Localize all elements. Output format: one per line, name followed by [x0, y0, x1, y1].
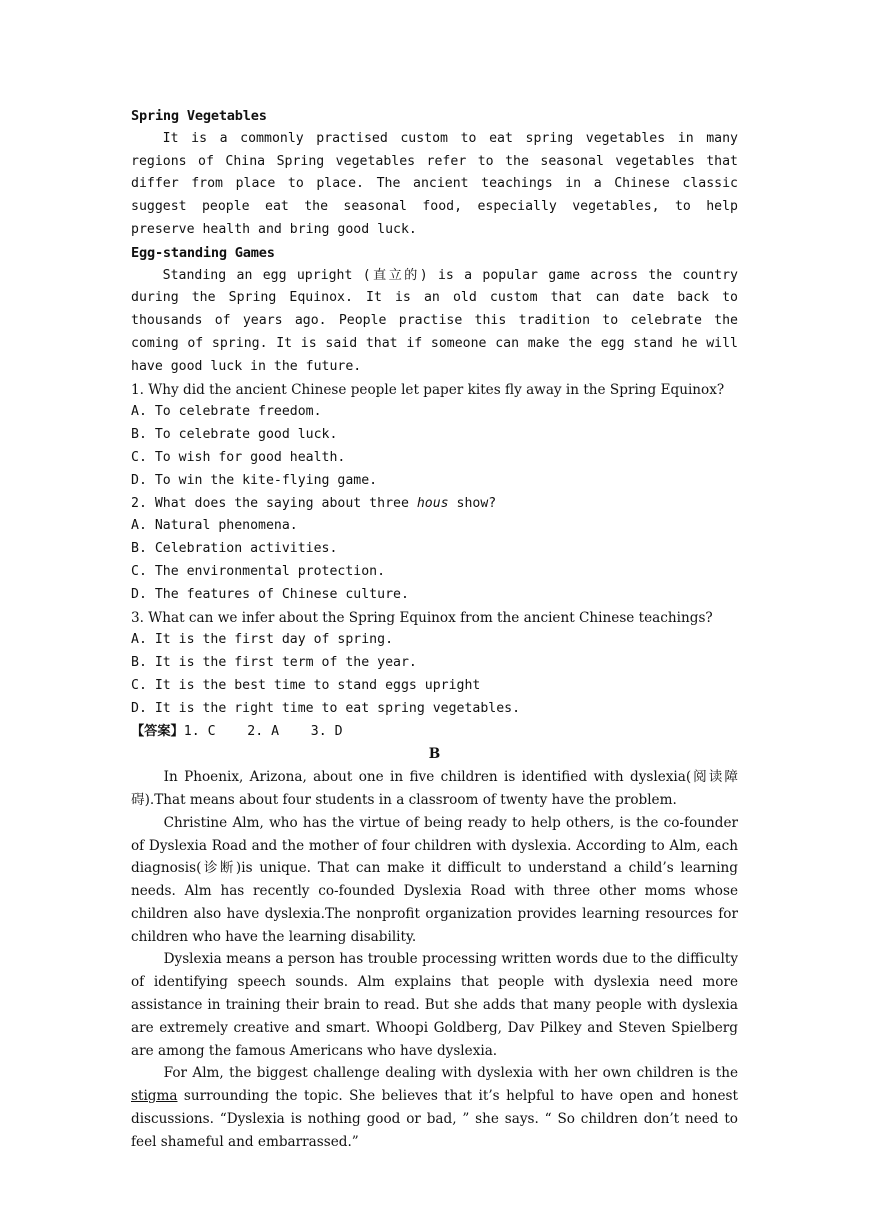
- option-b: B. Celebration activities.: [131, 541, 338, 557]
- paragraph-b3: Dyslexia means a person has trouble processing written words due to the difficulty of identifying speech sounds. Alm explains that people with dyslexia need more assistance in training their brain to read. But she adds that many people with dyslexia are extremely creative and smart. Whoopi Goldberg, Dav Pilkey and Steven Spielberg are among the famous Americans who have dyslexia.: [131, 951, 738, 1059]
- question-1: [131, 379, 738, 493]
- paragraph-b2: Christine Alm, who has the virtue of being ready to help others, is the co-founder of Dyslexia Road and the mother of four children with dyslexia. According to Alm, each diagnosis(诊断)is unique. That can make it difficult to understand a child’s learning needs. Alm has recently co-founded Dyslexia Road with three other moms whose children also have dyslexia.The nonprofit organization provides learning resources for children who have the learning disability.: [131, 814, 738, 945]
- heading-spring-vegetables: Spring Vegetables: [131, 108, 267, 124]
- option-c: C. It is the best time to stand eggs upright: [131, 677, 481, 693]
- stem-end: show?: [448, 495, 497, 511]
- option-c: C. The environmental protection.: [131, 563, 386, 579]
- paragraph-egg-standing: Standing an egg upright (直立的) is a popular game across the country during the Spring Equinox. It is an old custom that can date back to thousands of years ago. People practise this tradition to celebrate the coming of spring. It is said that if someone can make the egg stand he will have good luck in the future.: [131, 267, 738, 374]
- stem-start: 2. What does the saying about three: [131, 495, 417, 511]
- answer-key: [131, 721, 738, 744]
- option-d: D. To win the kite-flying game.: [131, 472, 378, 488]
- option-a: A. To celebrate freedom.: [131, 404, 322, 420]
- question-stem: [131, 493, 738, 516]
- option-c: C. To wish for good health.: [131, 449, 346, 465]
- option-b: B. To celebrate good luck.: [131, 427, 338, 443]
- answer-label: 【答案】: [131, 723, 184, 739]
- option-d: D. It is the right time to eat spring vegetables.: [131, 700, 521, 716]
- question-2: [131, 493, 738, 607]
- paragraph-b4-start: For Alm, the biggest challenge dealing with dyslexia with her own children is the: [163, 1065, 738, 1082]
- answer-values: 1. C 2. A 3. D: [183, 723, 343, 739]
- stem-italic-word: hous: [416, 495, 449, 511]
- underlined-word-stigma: stigma: [131, 1088, 178, 1105]
- question-stem: 3. What can we infer about the Spring Equinox from the ancient Chinese teachings?: [131, 609, 713, 626]
- option-a: A. It is the first day of spring.: [131, 632, 394, 648]
- section-b-title: B: [428, 746, 441, 763]
- paragraph-b1: In Phoenix, Arizona, about one in five children is identified with dyslexia(阅读障碍).That means about four students in a classroom of twenty have the problem.: [131, 769, 738, 808]
- heading-egg-standing: Egg-standing Games: [131, 244, 275, 261]
- document-page: [131, 105, 738, 1154]
- paragraph-spring-vegetables: It is a commonly practised custom to eat spring vegetables in many regions of China Spring vegetables refer to the seasonal vegetables that differ from place to place. The ancient teachings in a Chinese classic suggest people eat the seasonal food, especially vegetables, to help preserve health and bring good luck.: [131, 130, 738, 237]
- option-a: A. Natural phenomena.: [131, 518, 298, 534]
- option-b: B. It is the first term of the year.: [131, 655, 417, 671]
- question-stem: 1. Why did the ancient Chinese people let paper kites fly away in the Spring Equinox?: [131, 381, 725, 398]
- question-3: [131, 607, 738, 721]
- paragraph-b4: [131, 1062, 738, 1153]
- paragraph-b4-end: surrounding the topic. She believes that it’s helpful to have open and honest discussions. “Dyslexia is nothing good or bad, ” she says. “ So children don’t need to feel shameful and embarrassed.”: [131, 1088, 738, 1150]
- option-d: D. The features of Chinese culture.: [131, 586, 409, 602]
